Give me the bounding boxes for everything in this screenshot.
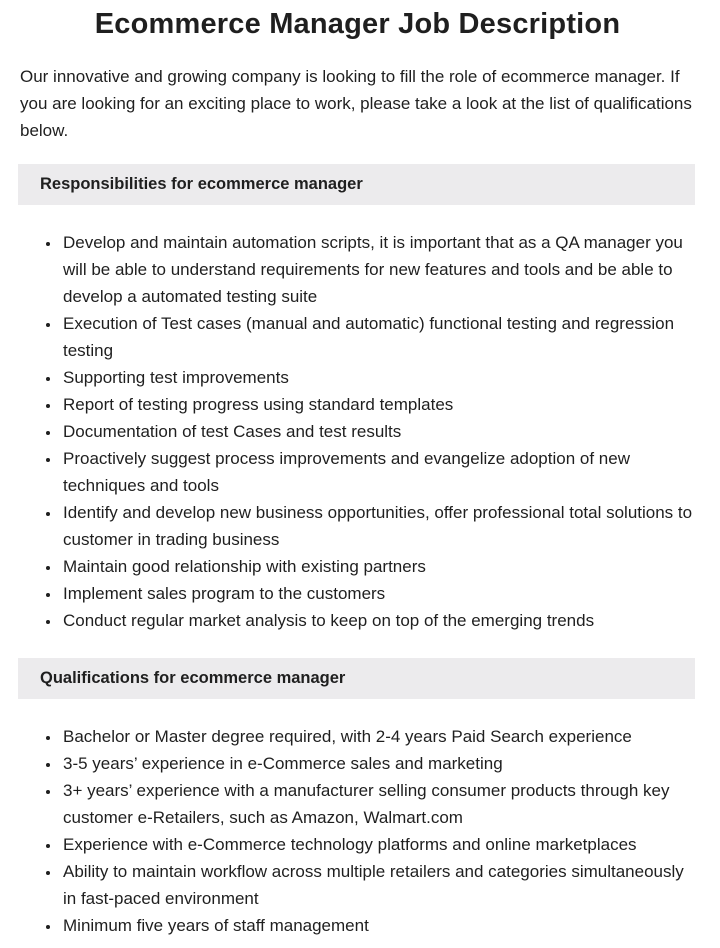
responsibilities-list <box>20 229 695 634</box>
list-item: • Conduct regular market analysis to keep on top of the emerging trends <box>61 607 695 634</box>
list-item: • Execution of Test cases (manual and automatic) functional testing and regression testing <box>61 310 695 364</box>
list-item: • Minimum five years of staff management <box>61 912 695 939</box>
qualifications-list <box>20 723 695 939</box>
section-heading-qualifications: Qualifications for ecommerce manager <box>18 658 695 699</box>
list-item: • Maintain good relationship with existing partners <box>61 553 695 580</box>
list-item: • Experience with e-Commerce technology platforms and online marketplaces <box>61 831 695 858</box>
list-item: • 3-5 years’ experience in e-Commerce sales and marketing <box>61 750 695 777</box>
list-item: • Proactively suggest process improvements and evangelize adoption of new techniques and tools <box>61 445 695 499</box>
list-item: • Identify and develop new business opportunities, offer professional total solutions to customer in trading business <box>61 499 695 553</box>
list-item: • Bachelor or Master degree required, with 2-4 years Paid Search experience <box>61 723 695 750</box>
intro-paragraph: Our innovative and growing company is looking to fill the role of ecommerce manager. If you are looking for an exciting place to work, please take a look at the list of qualifications below. <box>20 67 692 140</box>
section-heading-responsibilities: Responsibilities for ecommerce manager <box>18 164 695 205</box>
list-item: • 3+ years’ experience with a manufacturer selling consumer products through key customer e-Retailers, such as Amazon, Walmart.com <box>61 777 695 831</box>
list-item: • Supporting test improvements <box>61 364 695 391</box>
section-responsibilities <box>20 164 695 634</box>
list-item: • Documentation of test Cases and test results <box>61 418 695 445</box>
list-item: • Develop and maintain automation scripts, it is important that as a QA manager you will be able to understand requirements for new features and tools and be able to develop a automated testing suite <box>61 229 695 310</box>
list-item: • Ability to maintain workflow across multiple retailers and categories simultaneously in fast-paced environment <box>61 858 695 912</box>
list-item: • Report of testing progress using standard templates <box>61 391 695 418</box>
page-title: Ecommerce Manager Job Description <box>94 8 621 40</box>
list-item: • Implement sales program to the customers <box>61 580 695 607</box>
section-qualifications <box>20 658 695 939</box>
